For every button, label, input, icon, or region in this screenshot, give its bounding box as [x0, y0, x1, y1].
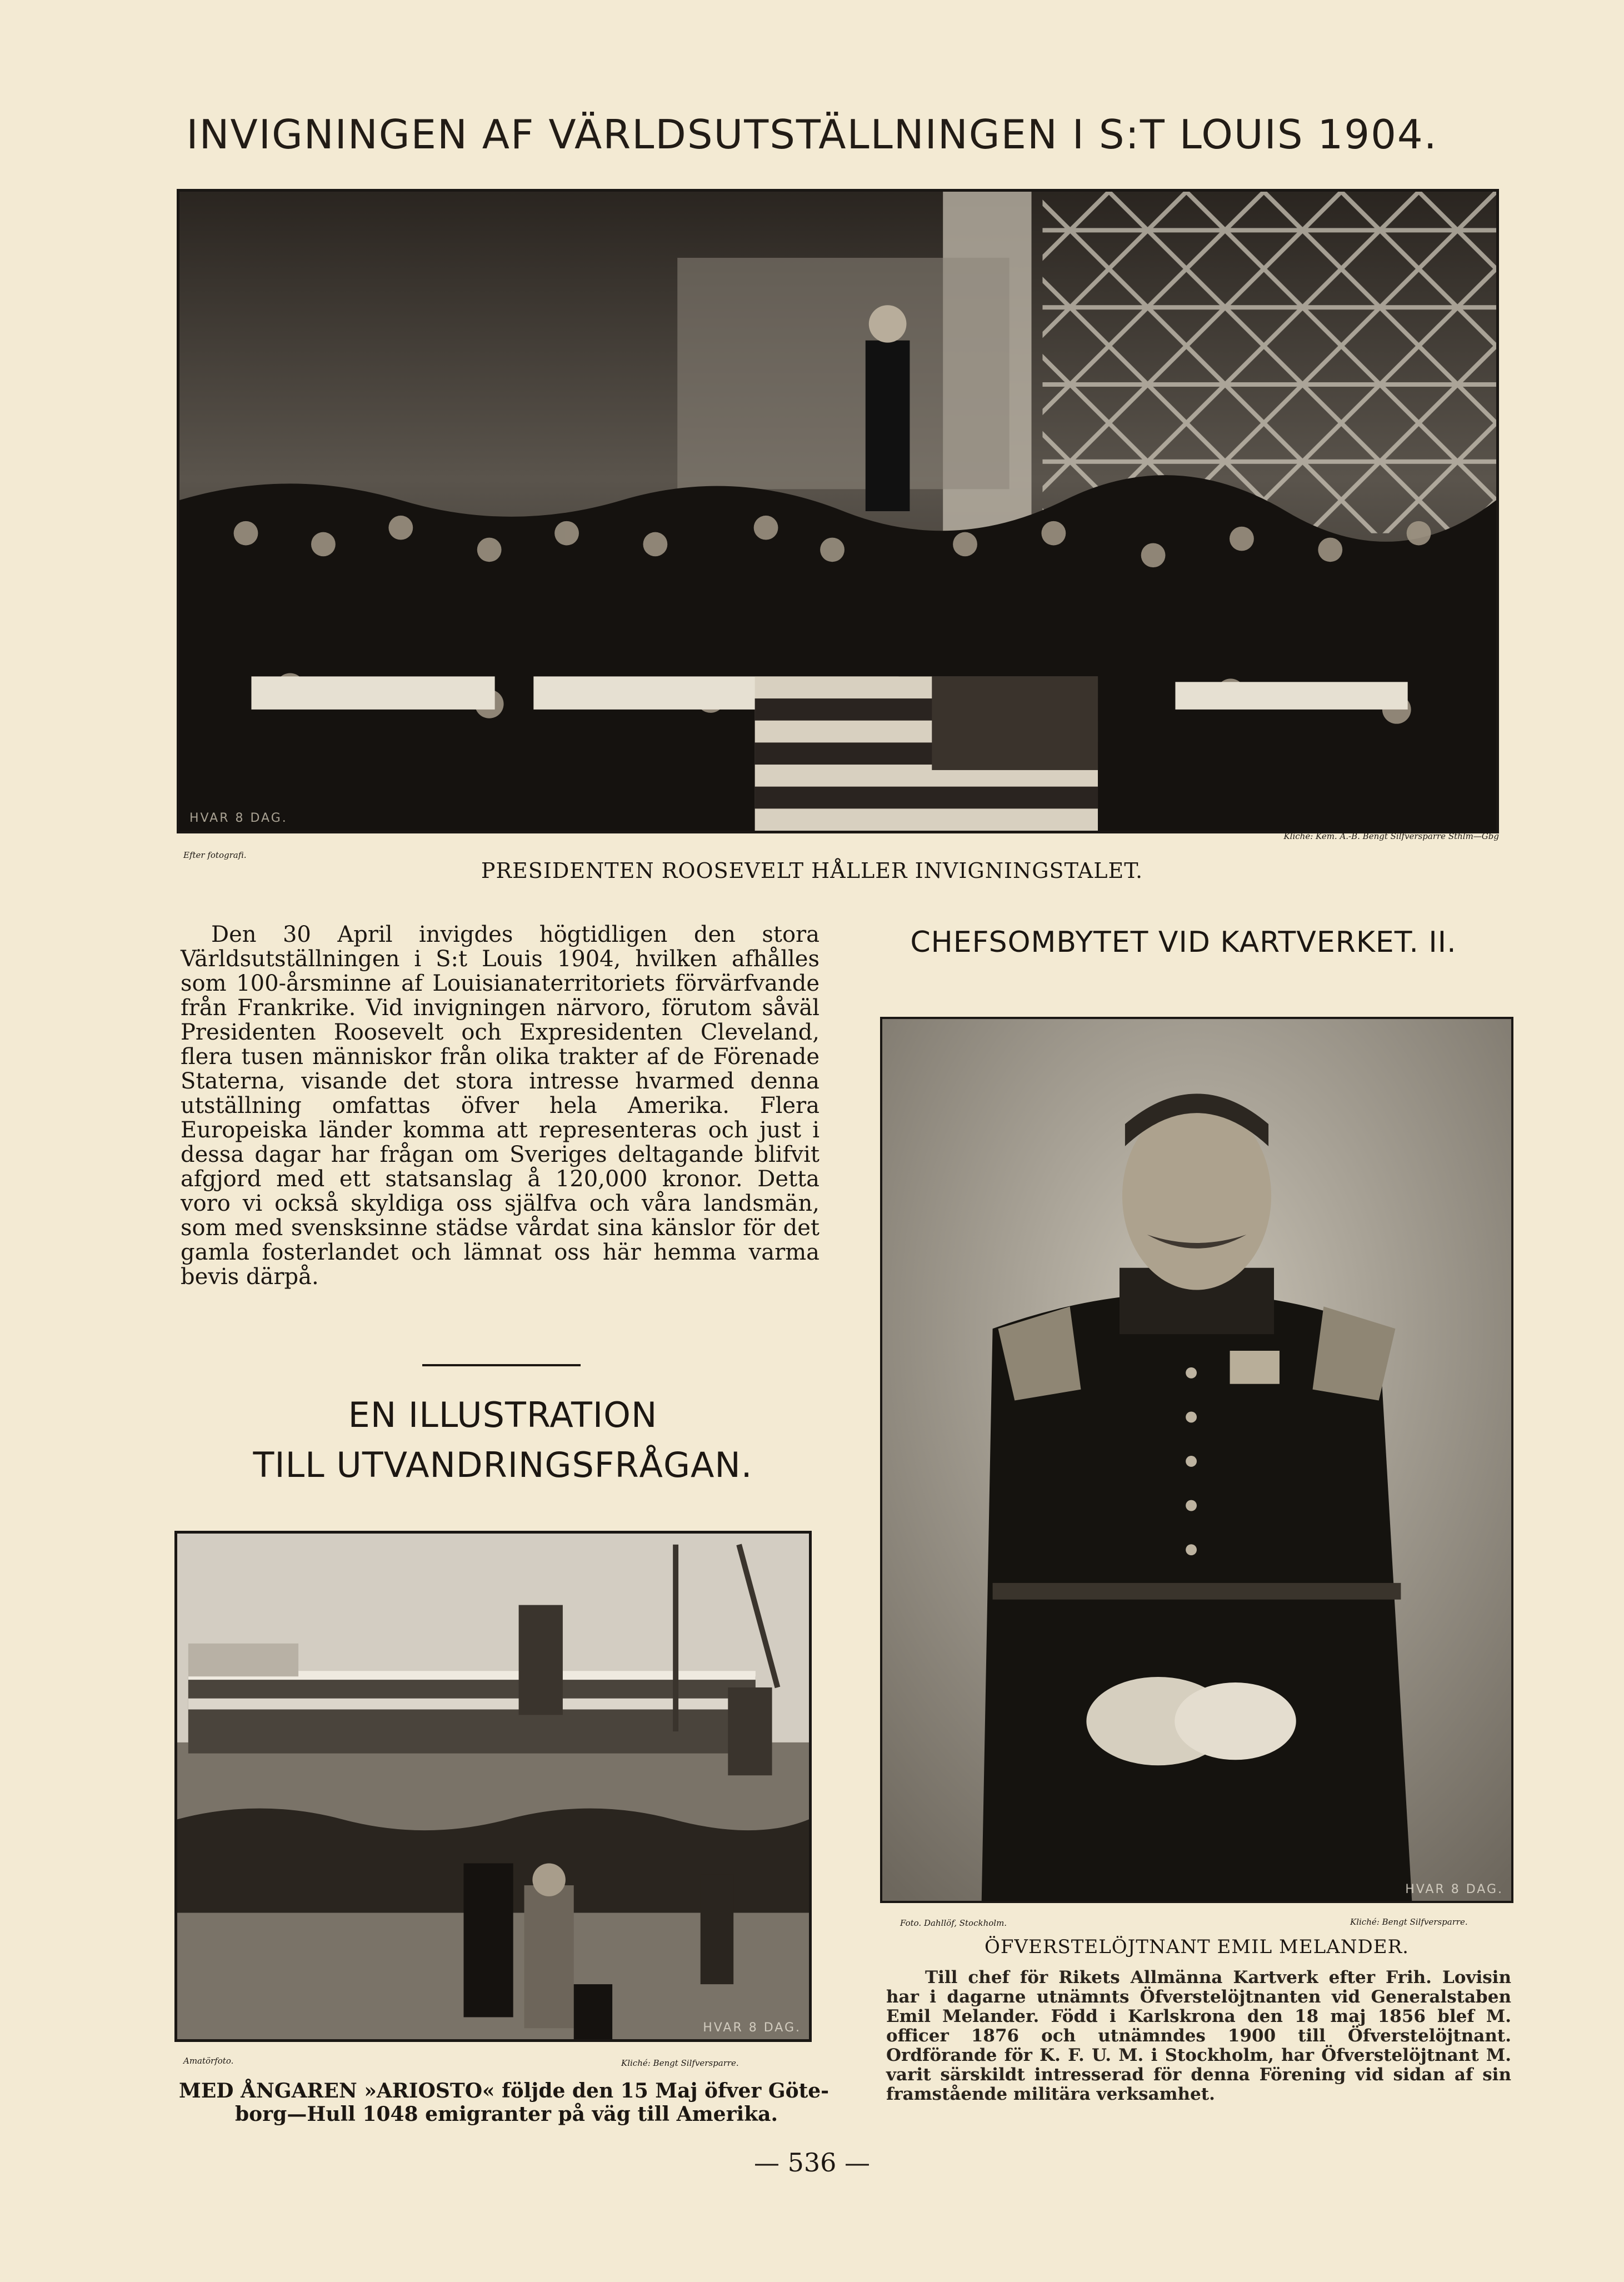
photo-caption: PRESIDENTEN ROOSEVELT HÅLLER INVIGNINGSTALET.: [481, 858, 1143, 883]
ship-photo: [174, 1531, 812, 2042]
cliche-credit: Kliché: Kem. A.-B. Bengt Silfversparre Sthlm—Gbg: [1283, 831, 1499, 841]
chef-article-title: CHEFSOMBYTET VID KARTVERKET. II.: [910, 926, 1457, 959]
cliche-credit: Kliché: Bengt Silfversparre.: [621, 2058, 739, 2068]
page-title: INVIGNINGEN AF VÄRLDSUTSTÄLLNINGEN I S:T LOUIS 1904.: [186, 111, 1438, 158]
expo-article: [181, 922, 820, 1289]
ship-caption-line2: borg—Hull 1048 emigranter på väg till Amerika.: [235, 2103, 778, 2126]
emigration-title-line2: TILL UTVANDRINGSFRÅGAN.: [253, 1445, 753, 1485]
photo-credit: Efter fotografi.: [183, 850, 247, 860]
watermark: HVAR 8 DAG.: [703, 2021, 801, 2035]
watermark: HVAR 8 DAG.: [189, 811, 288, 825]
ship-caption-line1: MED ÅNGAREN »ARIOSTO« följde den 15 Maj öfver Göte-: [179, 2079, 830, 2103]
photo-credit: Foto. Dahllöf, Stockholm.: [900, 1918, 1007, 1928]
portrait-caption: ÖFVERSTELÖJTNANT EMIL MELANDER.: [985, 1936, 1409, 1958]
expo-article-body: Den 30 April invigdes högtidligen den stora Världsutställningen i S:t Louis 1904, hvilken afhålles som 100-årsminne af Louisianaterritoriets förvärfvande från Frankrike. Vid invigningen närvoro, förutom såväl Presidenten Roosevelt och Expresidenten Cleveland, flera tusen människor från olika trakter af de Förenade Staterna, visande det stora intresse hvarmed denna utställning omfattas öfver hela Amerika. Flera Europeiska länder komma att representeras och just i dessa dagar har frågan om Sveriges deltagande blifvit afgjord med ett statsanslag å 120,000 kronor. Detta voro vi också skyldiga oss själfva och våra landsmän, som med svensksinne städse vårdat sina känslor för det gamla fosterlandet och lämnat oss här hemma varma bevis därpå.: [181, 922, 820, 1290]
melander-portrait: [880, 1017, 1513, 1903]
cliche-credit: Kliché: Bengt Silfversparre.: [1350, 1917, 1468, 1927]
watermark: HVAR 8 DAG.: [1405, 1882, 1503, 1896]
divider-rule: [422, 1364, 581, 1366]
page-number: — 536 —: [753, 2148, 871, 2178]
amateur-credit: Amatörfoto.: [183, 2056, 234, 2066]
chef-article-body: Till chef för Rikets Allmänna Kartverk efter Frih. Lovisin har i dagarne utnämnts Öfverstelöjtnanten vid Generalstaben Emil Melander. Född i Karlskrona den 18 maj 1856 blef M. officer 1876 och utnämndes 1900 till Öfverstelöjtnant. Ordförande för K. F. U. M. i Stockholm, har Öfverstelöjtnant M. varit särskildt intresserad för denna Förening vid sidan af sin framstående militära verksamhet.: [886, 1968, 1511, 2104]
emigration-title-line1: EN ILLUSTRATION: [348, 1395, 658, 1435]
roosevelt-photo: [177, 189, 1499, 833]
